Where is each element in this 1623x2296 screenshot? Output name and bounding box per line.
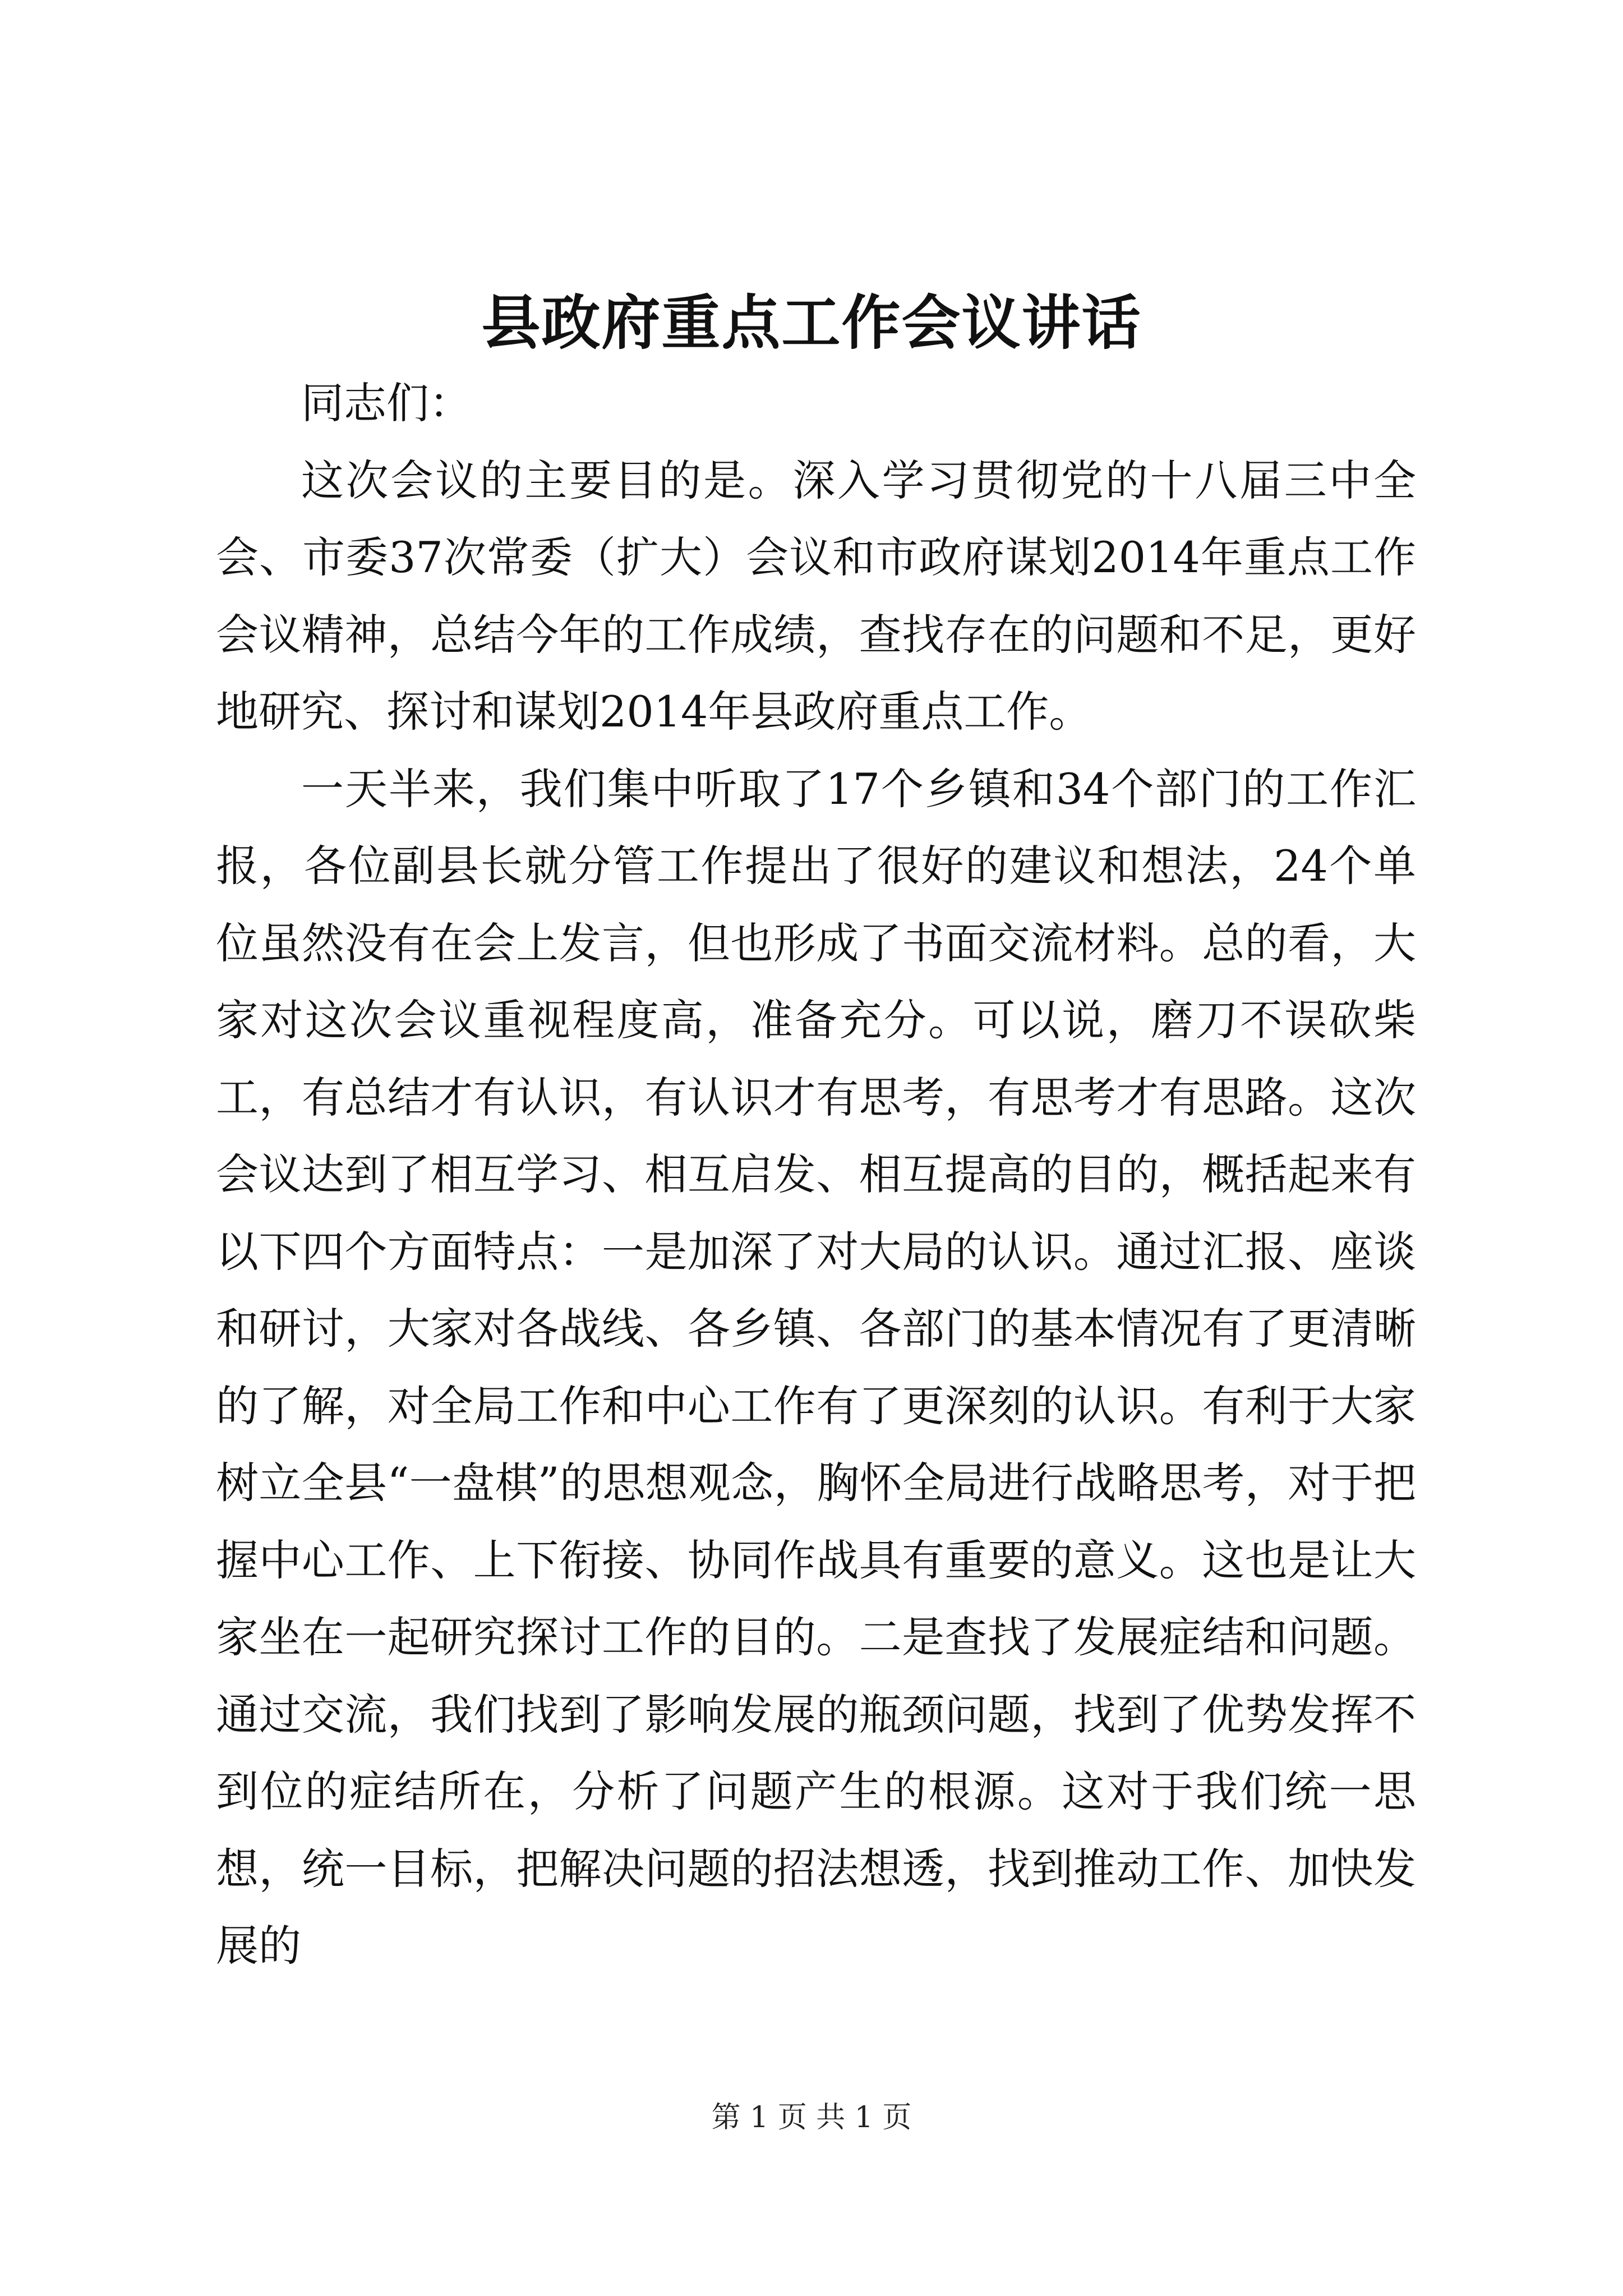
body-paragraph: 一天半来，我们集中听取了17个乡镇和34个部门的工作汇报，各位副县长就分管工作提出了很好的建议和想法，24个单位虽然没有在会上发言，但也形成了书面交流材料。总的看，大家对这次会议重视程度高，准备充分。可以说，磨刀不误砍柴工，有总结才有认识，有认识才有思考，有思考才有思路。这次会议达到了相互学习、相互启发、相互提高的目的，概括起来有以下四个方面特点：一是加深了对大局的认识。通过汇报、座谈和研讨，大家对各战线、各乡镇、各部门的基本情况有了更清晰的了解，对全局工作和中心工作有了更深刻的认识。有利于大家树立全县“一盘棋”的思想观念，胸怀全局进行战略思考，对于把握中心工作、上下衔接、协同作战具有重要的意义。这也是让大家坐在一起研究探讨工作的目的。二是查找了发展症结和问题。通过交流，我们找到了影响发展的瓶颈问题，找到了优势发挥不到位的症结所在，分析了问题产生的根源。这对于我们统一思想，统一目标，把解决问题的招法想透，找到推动工作、加快发展的 [216, 763, 1416, 1971]
body-paragraph: 这次会议的主要目的是。深入学习贯彻党的十八届三中全会、市委37次常委（扩大）会议和市政府谋划2014年重点工作会议精神，总结今年的工作成绩，查找存在的问题和不足，更好地研究、探讨和谋划2014年县政府重点工作。 [216, 455, 1416, 737]
document-body [216, 365, 1416, 1985]
document-title: 县政府重点工作会议讲话 [481, 288, 1142, 357]
greeting: 同志们： [301, 378, 472, 428]
page-footer: 第 1 页 共 1 页 [711, 2101, 912, 2134]
